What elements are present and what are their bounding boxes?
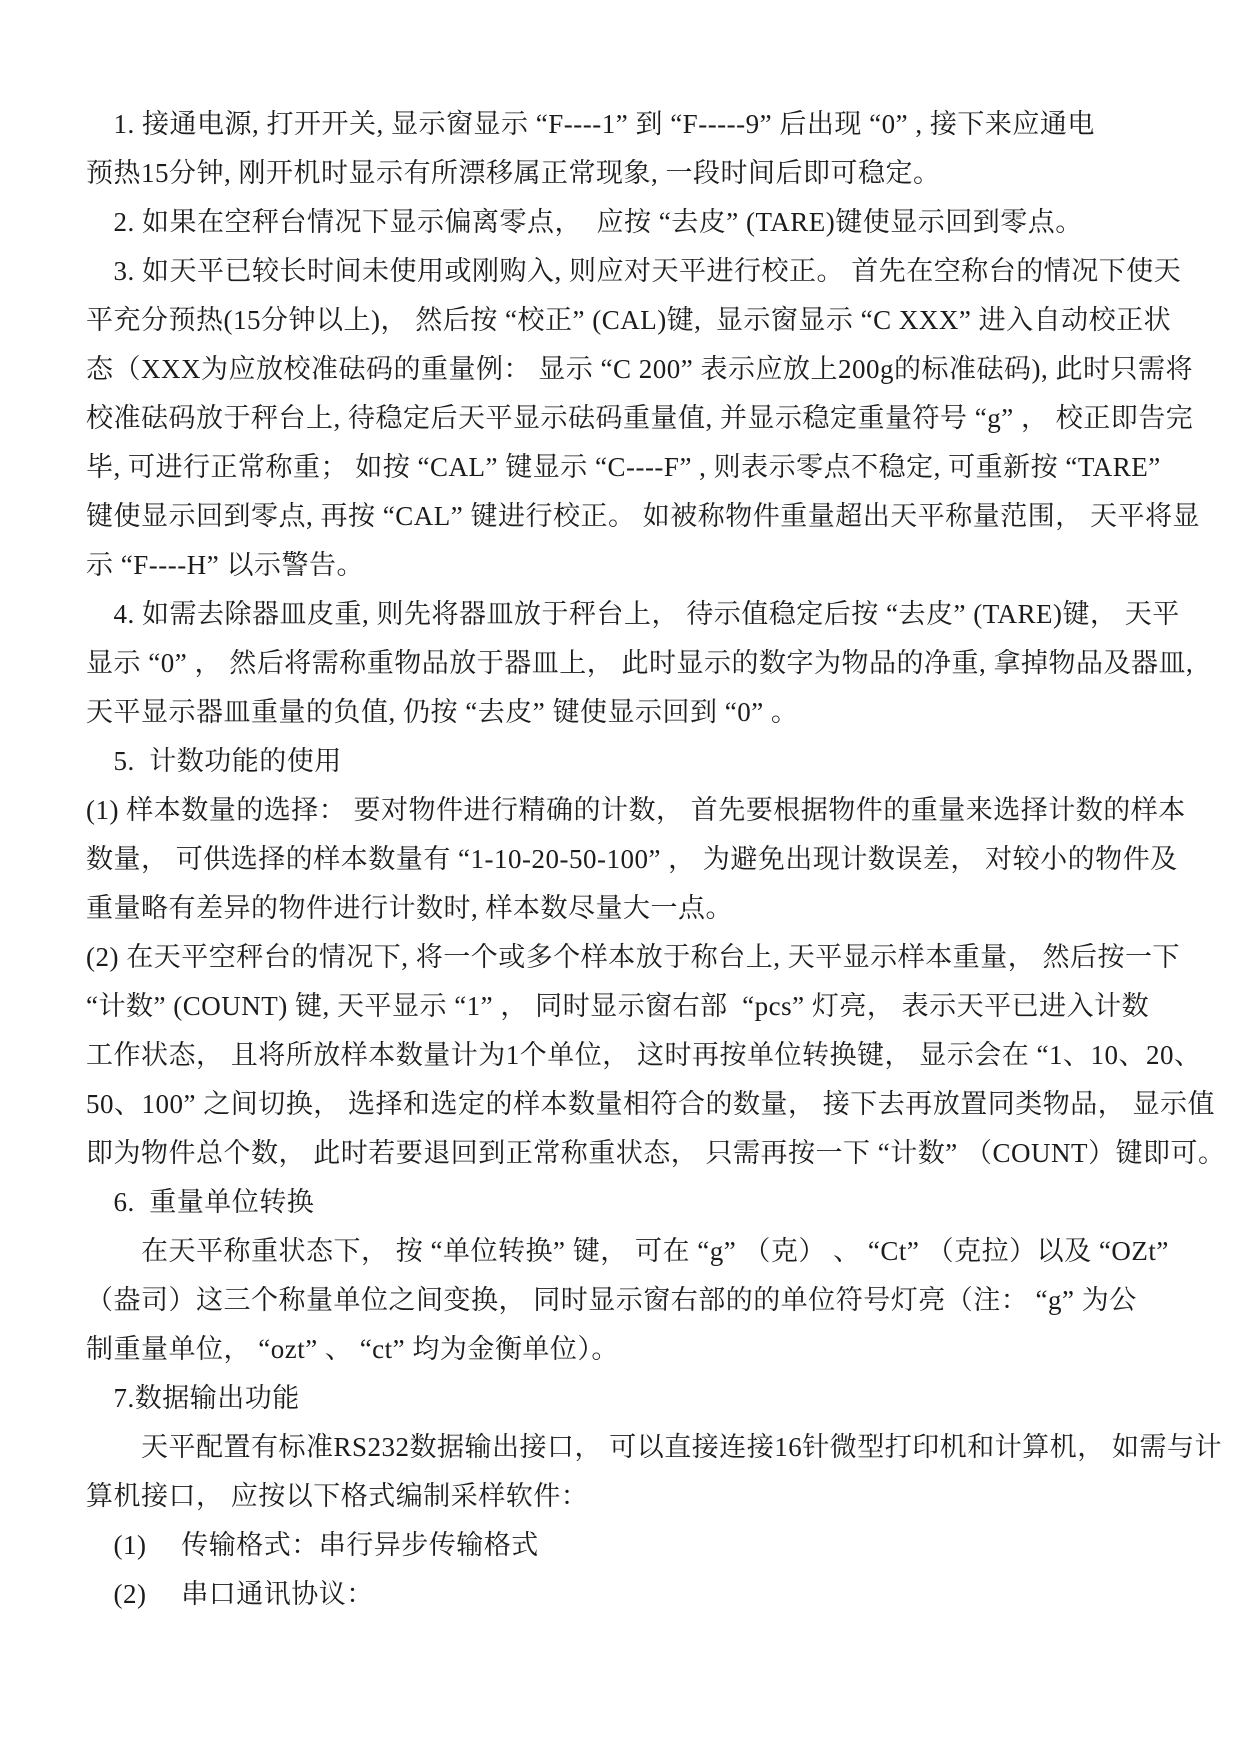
text-line: 天平显示器皿重量的负值, 仍按 “去皮” 键使显示回到 “0” 。 [86,697,799,727]
text-line: 显示 “0” ， 然后将需称重物品放于器皿上， 此时显示的数字为物品的净重, 拿掉物品及器皿, [86,648,1194,678]
text-line: 毕, 可进行正常称重； 如按 “CAL” 键显示 “C----F” , 则表示零点不稳定, 可重新按 “TARE” [86,452,1161,482]
text-line: 数量， 可供选择的样本数量有 “1-10-20-50-100” ， 为避免出现计数误差， 对较小的物件及 [86,844,1178,874]
text-line: 天平配置有标准RS232数据输出接口， 可以直接连接16针微型打印机和计算机， 如需与计 [86,1432,1223,1462]
text-line: 即为物件总个数， 此时若要退回到正常称重状态， 只需再按一下 “计数” （COUNT）键即可。 [86,1138,1226,1168]
text-line: 50、100” 之间切换， 选择和选定的样本数量相符合的数量， 接下去再放置同类物品， 显示值 [86,1089,1215,1119]
text-line: 6. 重量单位转换 [86,1187,315,1217]
text-line: 算机接口， 应按以下格式编制采样软件： [86,1481,589,1511]
text-line: 重量略有差异的物件进行计数时, 样本数尽量大一点。 [86,893,733,923]
text-line: (2) 在天平空秤台的情况下, 将一个或多个样本放于称台上, 天平显示样本重量， 然后按一下 [86,942,1180,972]
text-line: 3. 如天平已较长时间未使用或刚购入, 则应对天平进行校正。 首先在空称台的情况下使天 [86,256,1182,286]
text-line: 校准砝码放于秤台上, 待稳定后天平显示砝码重量值, 并显示稳定重量符号 “g” ， 校正即告完 [86,403,1194,433]
text-line: 1. 接通电源, 打开开关, 显示窗显示 “F----1” 到 “F-----9” 后出现 “0” , 接下来应通电 [86,109,1095,139]
text-line: 平充分预热(15分钟以上)， 然后按 “校正” (CAL)键, 显示窗显示 “C XXX” 进入自动校正状 [86,305,1172,335]
text-line: (1) 样本数量的选择： 要对物件进行精确的计数， 首先要根据物件的重量来选择计数的样本 [86,795,1186,825]
text-line: 制重量单位， “ozt” 、 “ct” 均为金衡单位）。 [86,1334,619,1364]
text-line: 工作状态， 且将所放样本数量计为1个单位， 这时再按单位转换键， 显示会在 “1、10、20、 [86,1040,1202,1070]
text-line: 态（XXX为应放校准砝码的重量例： 显示 “C 200” 表示应放上200g的标准砝码), 此时只需将 [86,354,1193,384]
text-line: 在天平称重状态下， 按 “单位转换” 键， 可在 “g” （克） 、 “Ct” （克拉）以及 “OZt” [86,1236,1169,1266]
page-body [86,100,1226,1619]
text-line: 4. 如需去除器皿皮重, 则先将器皿放于秤台上， 待示值稳定后按 “去皮” (TARE)键， 天平 [86,599,1180,629]
text-line: “计数” (COUNT) 键, 天平显示 “1” ， 同时显示窗右部 “pcs” 灯亮， 表示天平已进入计数 [86,991,1150,1021]
text-line: 预热15分钟, 刚开机时显示有所漂移属正常现象, 一段时间后即可稳定。 [86,158,941,188]
text-line: 键使显示回到零点, 再按 “CAL” 键进行校正。 如被称物件重量超出天平称量范围， 天平将显 [86,501,1200,531]
text-line: 7.数据输出功能 [86,1383,300,1413]
text-line: (1) 传输格式：串行异步传输格式 [86,1530,539,1560]
text-line: 2. 如果在空秤台情况下显示偏离零点， 应按 “去皮” (TARE)键使显示回到零点。 [86,207,1083,237]
text-line: 示 “F----H” 以示警告。 [86,550,364,580]
text-line: (2) 串口通讯协议： [86,1579,374,1609]
text-line: 5. 计数功能的使用 [86,746,342,776]
text-line: （盎司）这三个称量单位之间变换， 同时显示窗右部的的单位符号灯亮（注： “g” 为公 [86,1285,1137,1315]
